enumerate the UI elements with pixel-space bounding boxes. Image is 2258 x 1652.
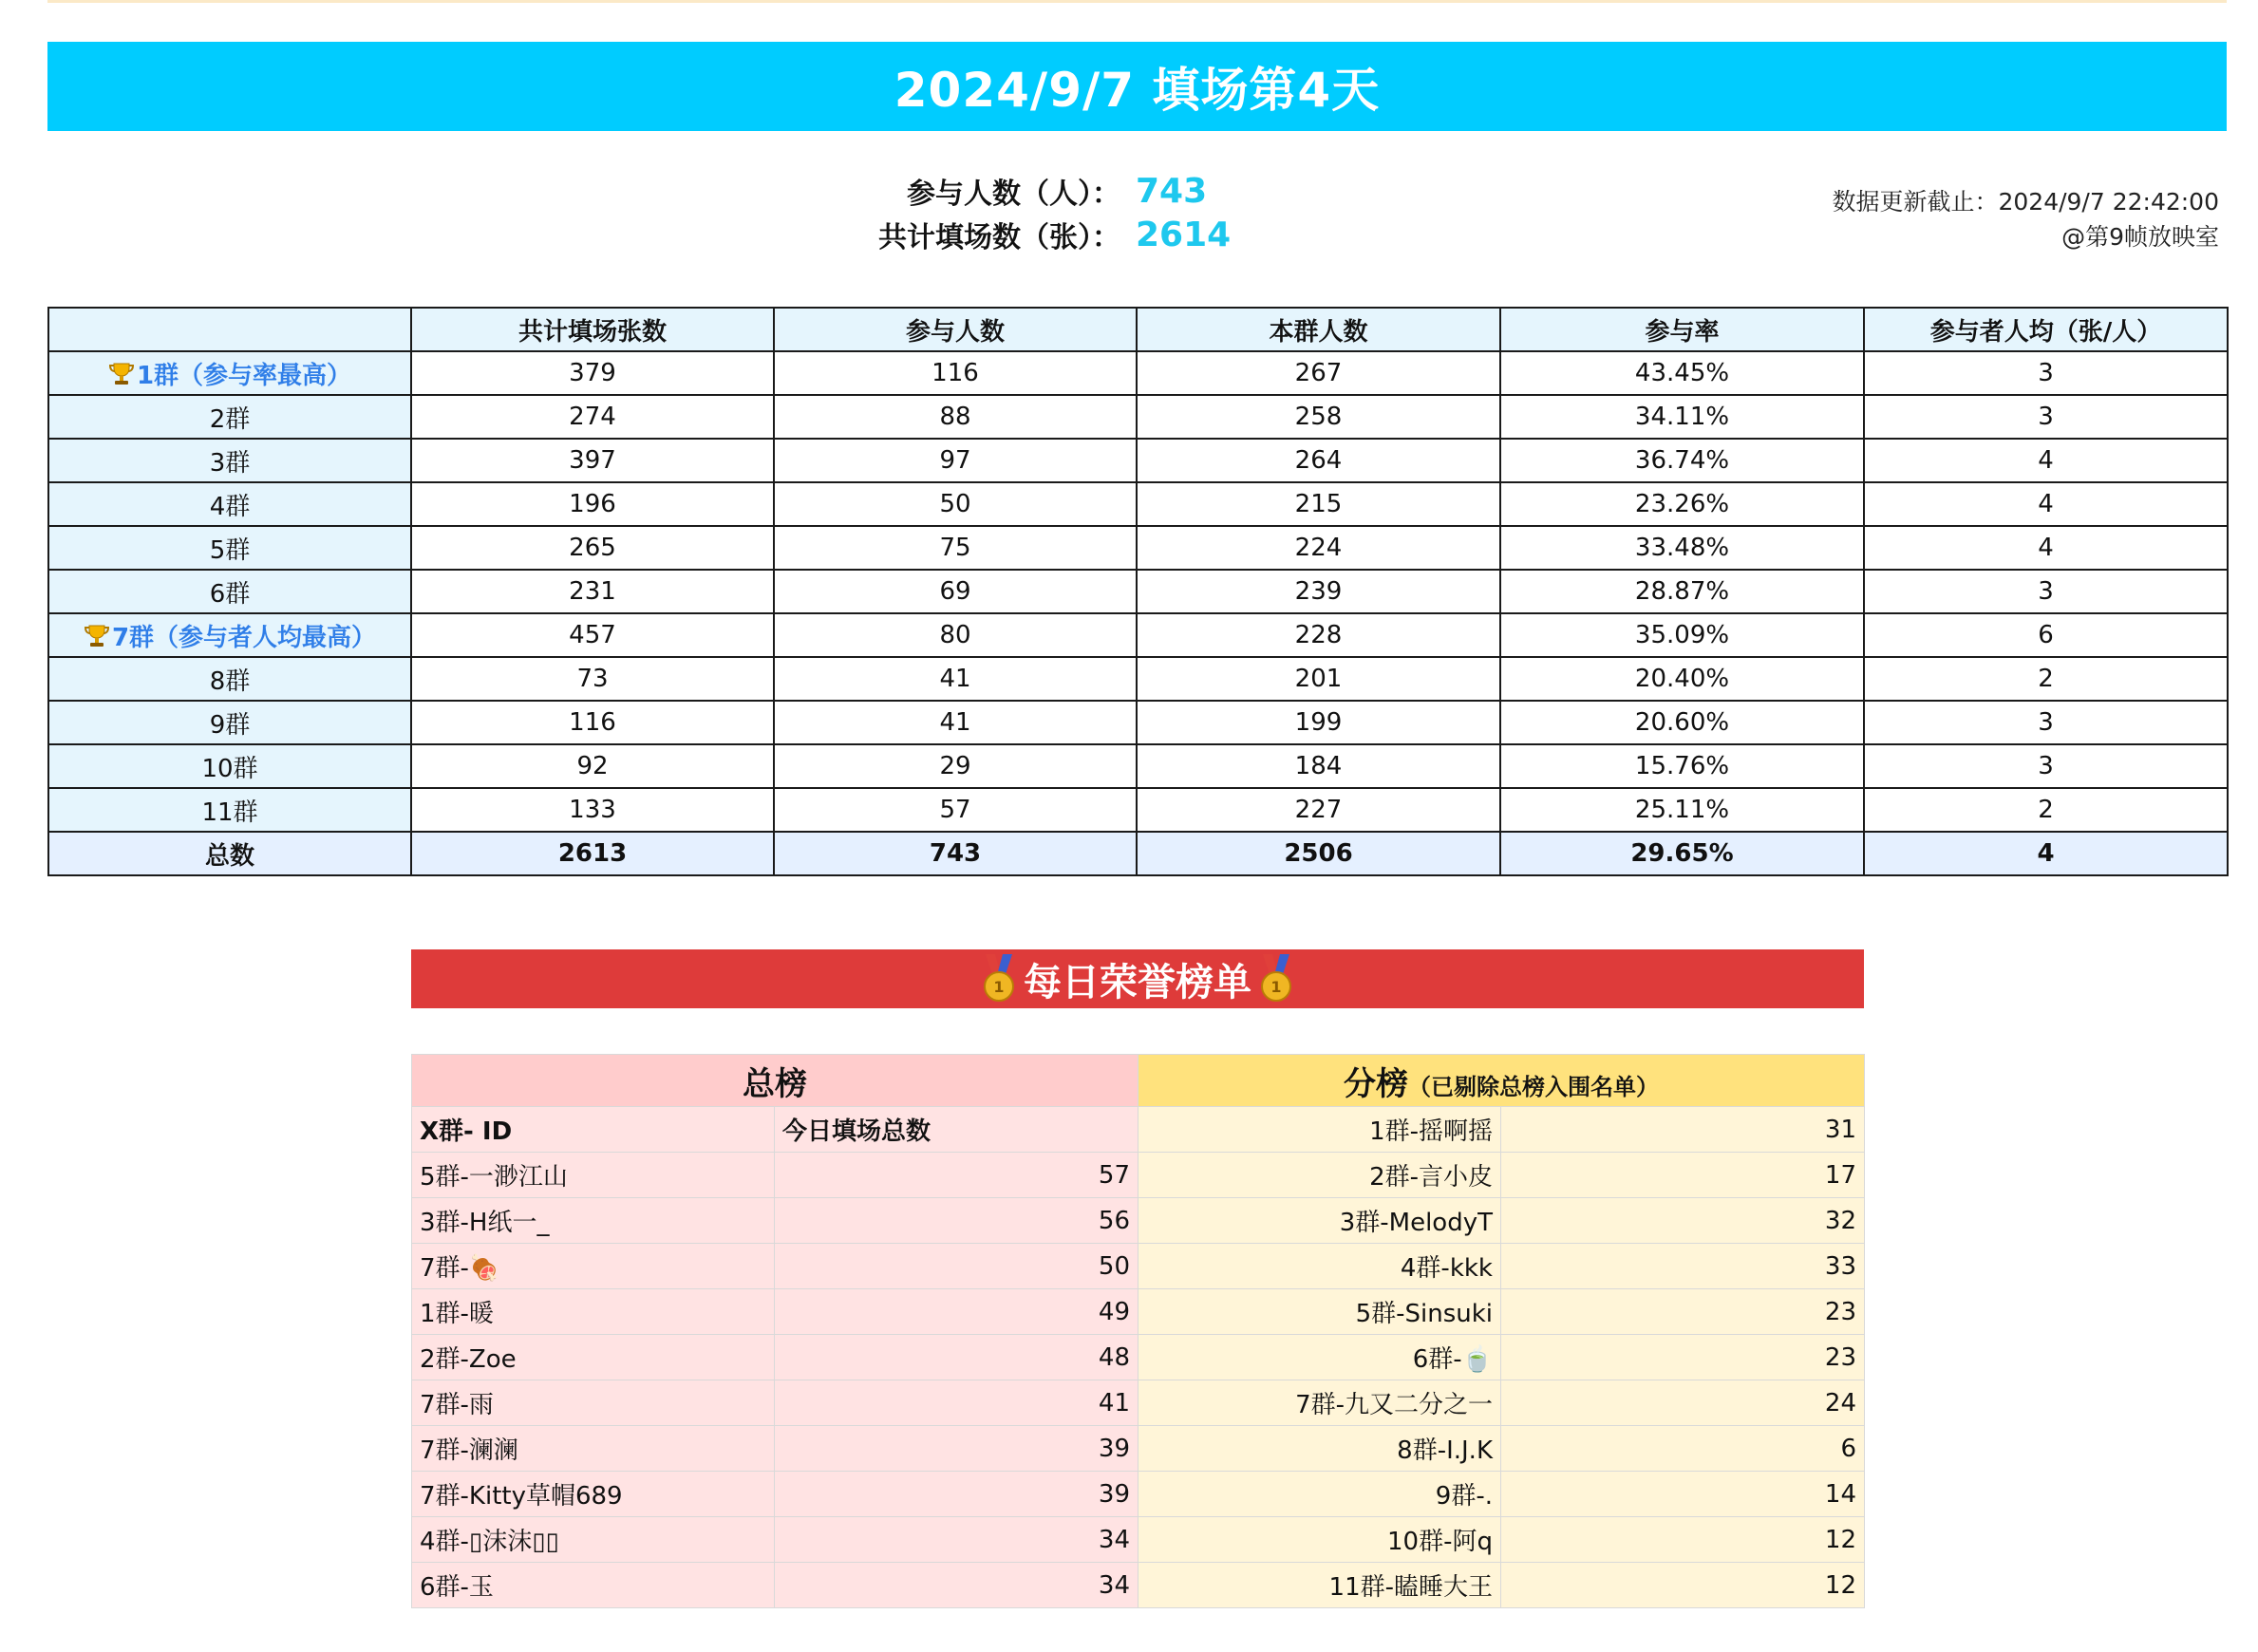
table-cell: 25.11% [1500, 788, 1864, 832]
table-row [48, 526, 2228, 570]
overall-member-id: 2群-Zoe [412, 1335, 775, 1380]
group-board-label: 分榜 [1344, 1064, 1408, 1103]
column-header: 参与者人均（张/人） [1864, 308, 2228, 351]
group-stats-table [47, 307, 2229, 876]
group-name-cell [48, 701, 411, 744]
ranking-row [412, 1289, 1865, 1335]
group-name: 10群 [201, 754, 258, 783]
group-member-count: 24 [1501, 1380, 1865, 1426]
group-stats-body [48, 308, 2228, 875]
participants-value: 743 [1136, 171, 1208, 211]
medal-icon [1259, 954, 1293, 1004]
group-name: 3群 [209, 448, 251, 478]
overall-member-id: 7群-🍖 [412, 1244, 775, 1289]
honor-banner [411, 949, 1864, 1008]
overall-member-count: 49 [775, 1289, 1138, 1335]
group-name: 2群 [209, 404, 251, 434]
table-cell: 34.11% [1500, 395, 1864, 439]
group-name-cell [48, 439, 411, 482]
table-row [48, 439, 2228, 482]
column-header: 参与率 [1500, 308, 1864, 351]
table-cell: 35.09% [1500, 613, 1864, 657]
group-member-id: 7群-九又二分之一 [1138, 1380, 1501, 1426]
group-member-id: 9群-. [1138, 1472, 1501, 1517]
table-cell: 20.60% [1500, 701, 1864, 744]
participants-row [836, 169, 1424, 213]
table-cell: 228 [1137, 613, 1500, 657]
table-cell: 116 [411, 701, 774, 744]
group-name-cell [48, 570, 411, 613]
overall-member-count: 39 [775, 1426, 1138, 1472]
table-cell: 215 [1137, 482, 1500, 526]
table-cell: 36.74% [1500, 439, 1864, 482]
group-member-id: 1群-摇啊摇 [1138, 1107, 1501, 1153]
table-cell: 201 [1137, 657, 1500, 701]
table-row [48, 570, 2228, 613]
group-name-cell [48, 395, 411, 439]
table-cell: 80 [774, 613, 1137, 657]
table-cell: 33.48% [1500, 526, 1864, 570]
group-name: 6群 [209, 579, 251, 609]
update-info [1832, 184, 2219, 254]
column-header: 本群人数 [1137, 308, 1500, 351]
overall-member-count: 34 [775, 1517, 1138, 1563]
table-cell: 196 [411, 482, 774, 526]
ranking-row [412, 1335, 1865, 1380]
table-cell: 75 [774, 526, 1137, 570]
table-cell: 41 [774, 701, 1137, 744]
summary-stats [836, 169, 1424, 256]
table-cell: 88 [774, 395, 1137, 439]
group-board-note: （已剔除总榜入围名单） [1408, 1072, 1659, 1100]
svg-text:1: 1 [1270, 978, 1282, 996]
total-cell: 2506 [1137, 832, 1500, 875]
table-row [48, 482, 2228, 526]
group-member-count: 33 [1501, 1244, 1865, 1289]
overall-member-id: 7群-澜澜 [412, 1426, 775, 1472]
group-member-count: 23 [1501, 1335, 1865, 1380]
trophy-icon [108, 361, 135, 387]
overall-member-id: 3群-H纸一_ [412, 1198, 775, 1244]
group-name-cell [48, 482, 411, 526]
table-cell: 73 [411, 657, 774, 701]
total-label: 总数 [48, 832, 411, 875]
svg-text:1: 1 [993, 978, 1005, 996]
group-member-id: 3群-MelodyT [1138, 1198, 1501, 1244]
table-row [48, 395, 2228, 439]
overall-member-count: 56 [775, 1198, 1138, 1244]
overall-id-header: X群- ID [412, 1107, 775, 1153]
group-member-id: 11群-瞌睡大王 [1138, 1563, 1501, 1608]
update-time: 数据更新截止：2024/9/7 22:42:00 [1832, 188, 2219, 216]
page-title: 2024/9/7 填场第4天 [47, 42, 2227, 131]
table-cell: 264 [1137, 439, 1500, 482]
table-cell: 227 [1137, 788, 1500, 832]
group-member-id: 5群-Sinsuki [1138, 1289, 1501, 1335]
table-cell: 43.45% [1500, 351, 1864, 395]
overall-member-count: 39 [775, 1472, 1138, 1517]
table-cell: 274 [411, 395, 774, 439]
table-cell: 267 [1137, 351, 1500, 395]
group-name: 8群 [209, 666, 251, 696]
top-border-line [47, 0, 2227, 3]
overall-member-id: 7群-Kitty草帽689 [412, 1472, 775, 1517]
section-header-row [412, 1055, 1865, 1107]
overall-member-count: 50 [775, 1244, 1138, 1289]
ranking-row [412, 1107, 1865, 1153]
participants-label: 参与人数（人）： [907, 178, 1120, 211]
trophy-icon [84, 623, 110, 649]
table-cell: 2 [1864, 788, 2228, 832]
total-row [48, 832, 2228, 875]
table-cell: 2 [1864, 657, 2228, 701]
table-cell: 239 [1137, 570, 1500, 613]
table-cell: 3 [1864, 570, 2228, 613]
table-row [48, 744, 2228, 788]
table-cell: 258 [1137, 395, 1500, 439]
table-cell: 23.26% [1500, 482, 1864, 526]
group-member-count: 6 [1501, 1426, 1865, 1472]
overall-member-id: 6群-玉 [412, 1563, 775, 1608]
total-cell: 29.65% [1500, 832, 1864, 875]
honor-title: 每日荣誉榜单 [1024, 960, 1251, 1004]
overall-member-id: 4群-▯沫沫▯▯ [412, 1517, 775, 1563]
table-row [48, 657, 2228, 701]
table-cell: 28.87% [1500, 570, 1864, 613]
tickets-label: 共计填场数（张）： [878, 221, 1120, 254]
honor-ranking-body [412, 1055, 1865, 1608]
group-member-count: 23 [1501, 1289, 1865, 1335]
table-cell: 4 [1864, 439, 2228, 482]
table-cell: 3 [1864, 744, 2228, 788]
overall-member-id: 7群-雨 [412, 1380, 775, 1426]
ranking-row [412, 1198, 1865, 1244]
table-cell: 92 [411, 744, 774, 788]
group-name-cell [48, 613, 411, 657]
table-cell: 57 [774, 788, 1137, 832]
table-cell: 397 [411, 439, 774, 482]
table-cell: 265 [411, 526, 774, 570]
overall-board-label: 总榜 [743, 1064, 807, 1103]
ranking-row [412, 1153, 1865, 1198]
group-member-count: 32 [1501, 1198, 1865, 1244]
group-name: 9群 [209, 710, 251, 740]
group-member-count: 12 [1501, 1563, 1865, 1608]
overall-member-id: 1群-暖 [412, 1289, 775, 1335]
group-name-cell [48, 744, 411, 788]
table-cell: 41 [774, 657, 1137, 701]
group-name: 4群 [209, 492, 251, 521]
group-member-count: 14 [1501, 1472, 1865, 1517]
group-member-count: 17 [1501, 1153, 1865, 1198]
group-member-id: 8群-I.J.K [1138, 1426, 1501, 1472]
overall-member-count: 41 [775, 1380, 1138, 1426]
overall-member-id: 5群-一渺江山 [412, 1153, 775, 1198]
table-cell: 69 [774, 570, 1137, 613]
table-cell: 29 [774, 744, 1137, 788]
total-cell: 4 [1864, 832, 2228, 875]
table-cell: 457 [411, 613, 774, 657]
table-cell: 3 [1864, 701, 2228, 744]
group-member-count: 12 [1501, 1517, 1865, 1563]
total-cell: 743 [774, 832, 1137, 875]
overall-board-title [412, 1055, 1138, 1107]
overall-member-count: 57 [775, 1153, 1138, 1198]
table-cell: 224 [1137, 526, 1500, 570]
tickets-value: 2614 [1136, 215, 1232, 254]
group-name: 5群 [209, 535, 251, 565]
group-member-id: 2群-言小皮 [1138, 1153, 1501, 1198]
table-cell: 133 [411, 788, 774, 832]
column-header: 参与人数 [774, 308, 1137, 351]
table-cell: 184 [1137, 744, 1500, 788]
table-cell: 4 [1864, 482, 2228, 526]
group-member-id: 10群-阿q [1138, 1517, 1501, 1563]
table-cell: 97 [774, 439, 1137, 482]
update-source: @第9帧放映室 [2061, 223, 2219, 251]
table-cell: 199 [1137, 701, 1500, 744]
overall-count-header: 今日填场总数 [775, 1107, 1138, 1153]
ranking-row [412, 1380, 1865, 1426]
group-name: 1群（参与率最高） [136, 361, 352, 390]
group-name-cell [48, 657, 411, 701]
column-header [48, 308, 411, 351]
tickets-row [836, 213, 1424, 256]
ranking-row [412, 1426, 1865, 1472]
group-name-cell [48, 351, 411, 395]
table-row [48, 701, 2228, 744]
table-cell: 231 [411, 570, 774, 613]
group-name: 11群 [201, 798, 258, 827]
group-name-cell [48, 788, 411, 832]
total-cell: 2613 [411, 832, 774, 875]
group-name: 7群（参与者人均最高） [111, 623, 377, 652]
ranking-row [412, 1244, 1865, 1289]
table-row [48, 351, 2228, 395]
group-name-cell [48, 526, 411, 570]
table-cell: 3 [1864, 395, 2228, 439]
group-member-id: 4群-kkk [1138, 1244, 1501, 1289]
honor-ranking-table [411, 1054, 1865, 1608]
table-cell: 6 [1864, 613, 2228, 657]
ranking-row [412, 1472, 1865, 1517]
overall-member-count: 34 [775, 1563, 1138, 1608]
group-board-title [1138, 1055, 1865, 1107]
group-member-count: 31 [1501, 1107, 1865, 1153]
table-cell: 379 [411, 351, 774, 395]
ranking-row [412, 1563, 1865, 1608]
table-cell: 20.40% [1500, 657, 1864, 701]
table-header-row [48, 308, 2228, 351]
table-cell: 15.76% [1500, 744, 1864, 788]
table-cell: 50 [774, 482, 1137, 526]
table-cell: 4 [1864, 526, 2228, 570]
overall-member-count: 48 [775, 1335, 1138, 1380]
table-row [48, 788, 2228, 832]
table-cell: 3 [1864, 351, 2228, 395]
group-member-id: 6群-🍵 [1138, 1335, 1501, 1380]
table-cell: 116 [774, 351, 1137, 395]
column-header: 共计填场张数 [411, 308, 774, 351]
medal-icon [982, 954, 1016, 1004]
ranking-row [412, 1517, 1865, 1563]
table-row [48, 613, 2228, 657]
